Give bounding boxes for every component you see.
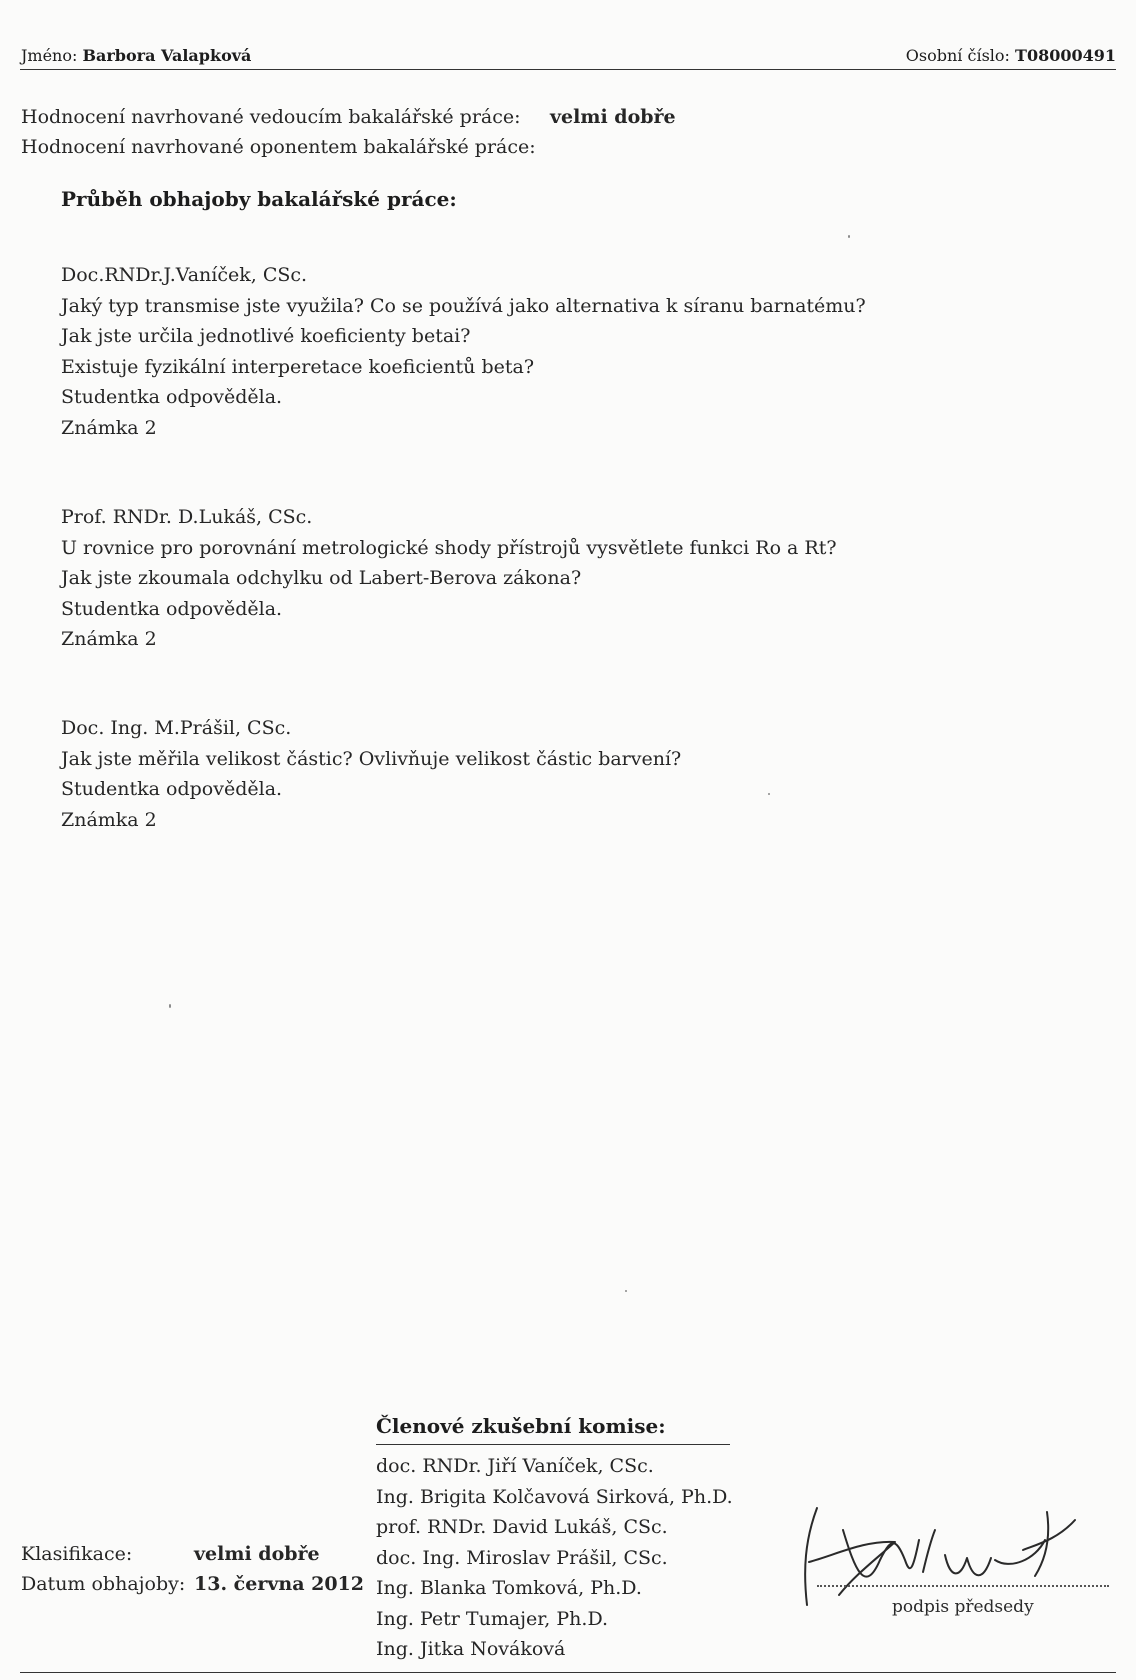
committee-member: Ing. Brigita Kolčavová Sirková, Ph.D. <box>376 1485 733 1508</box>
committee-member: Ing. Jitka Nováková <box>376 1638 566 1660</box>
committee-heading: Členové zkušební komise: <box>376 1414 666 1438</box>
date-value: 13. června 2012 <box>194 1573 364 1595</box>
question-line: Jak jste určila jednotlivé koeficienty betai? <box>61 325 471 348</box>
answer-note: Studentka odpověděla. <box>61 597 283 620</box>
question-line: Existuje fyzikální interperetace koeficientů beta? <box>61 355 535 378</box>
student-id-label: Osobní číslo: <box>905 46 1010 65</box>
footer-rule <box>20 1672 1116 1673</box>
committee-rule <box>376 1444 730 1445</box>
chairman-signature <box>795 1500 1095 1610</box>
examiner-name: Doc.RNDr.J.Vaníček, CSc. <box>61 264 308 286</box>
classification-label: Klasifikace: <box>21 1543 133 1565</box>
scan-speck <box>848 235 850 238</box>
signature-line <box>817 1585 1109 1587</box>
student-name-value: Barbora Valapková <box>82 46 252 65</box>
scan-speck <box>625 1290 627 1292</box>
question-line: Jak jste zkoumala odchylku od Labert-Berova zákona? <box>61 567 582 590</box>
grade-line: Známka 2 <box>61 416 157 439</box>
answer-note: Studentka odpověděla. <box>61 778 283 801</box>
defense-heading: Průběh obhajoby bakalářské práce: <box>61 187 457 211</box>
grade-line: Známka 2 <box>61 808 157 831</box>
question-line: Jaký typ transmise jste využila? Co se používá jako alternativa k síranu barnatému? <box>61 294 866 317</box>
committee-member: prof. RNDr. David Lukáš, CSc. <box>376 1516 668 1538</box>
examiner-name: Doc. Ing. M.Prášil, CSc. <box>61 717 292 739</box>
examiner-name: Prof. RNDr. D.Lukáš, CSc. <box>61 506 313 528</box>
header-rule <box>20 69 1116 70</box>
scan-speck <box>768 793 770 795</box>
opponent-evaluation-label: Hodnocení navrhované oponentem bakalářské práce: <box>21 136 536 158</box>
committee-member: Ing. Petr Tumajer, Ph.D. <box>376 1607 609 1630</box>
scan-speck <box>169 1004 171 1008</box>
examiner-block <box>61 502 837 655</box>
committee-member: doc. Ing. Miroslav Prášil, CSc. <box>376 1546 668 1569</box>
student-id-row <box>906 46 1116 65</box>
classification-value: velmi dobře <box>194 1543 320 1565</box>
examiner-block <box>61 260 866 444</box>
question-line: Jak jste měřila velikost částic? Ovlivňuje velikost částic barvení? <box>61 747 682 770</box>
supervisor-evaluation-label: Hodnocení navrhované vedoucím bakalářské práce: <box>21 106 521 128</box>
grade-line: Známka 2 <box>61 628 157 651</box>
question-line: U rovnice pro porovnání metrologické shody přístrojů vysvětlete funkci Ro a Rt? <box>61 536 837 559</box>
answer-note: Studentka odpověděla. <box>61 386 283 409</box>
date-label: Datum obhajoby: <box>21 1573 186 1595</box>
committee-member: doc. RNDr. Jiří Vaníček, CSc. <box>376 1455 654 1477</box>
student-name-row <box>21 46 251 65</box>
committee-member: Ing. Blanka Tomková, Ph.D. <box>376 1577 642 1599</box>
supervisor-evaluation-value: velmi dobře <box>550 106 676 128</box>
student-id-value: T08000491 <box>1015 46 1116 65</box>
signature-caption: podpis předsedy <box>892 1597 1034 1617</box>
committee-list <box>376 1451 733 1665</box>
student-name-label: Jméno: <box>21 46 78 65</box>
examiner-block <box>61 713 681 835</box>
